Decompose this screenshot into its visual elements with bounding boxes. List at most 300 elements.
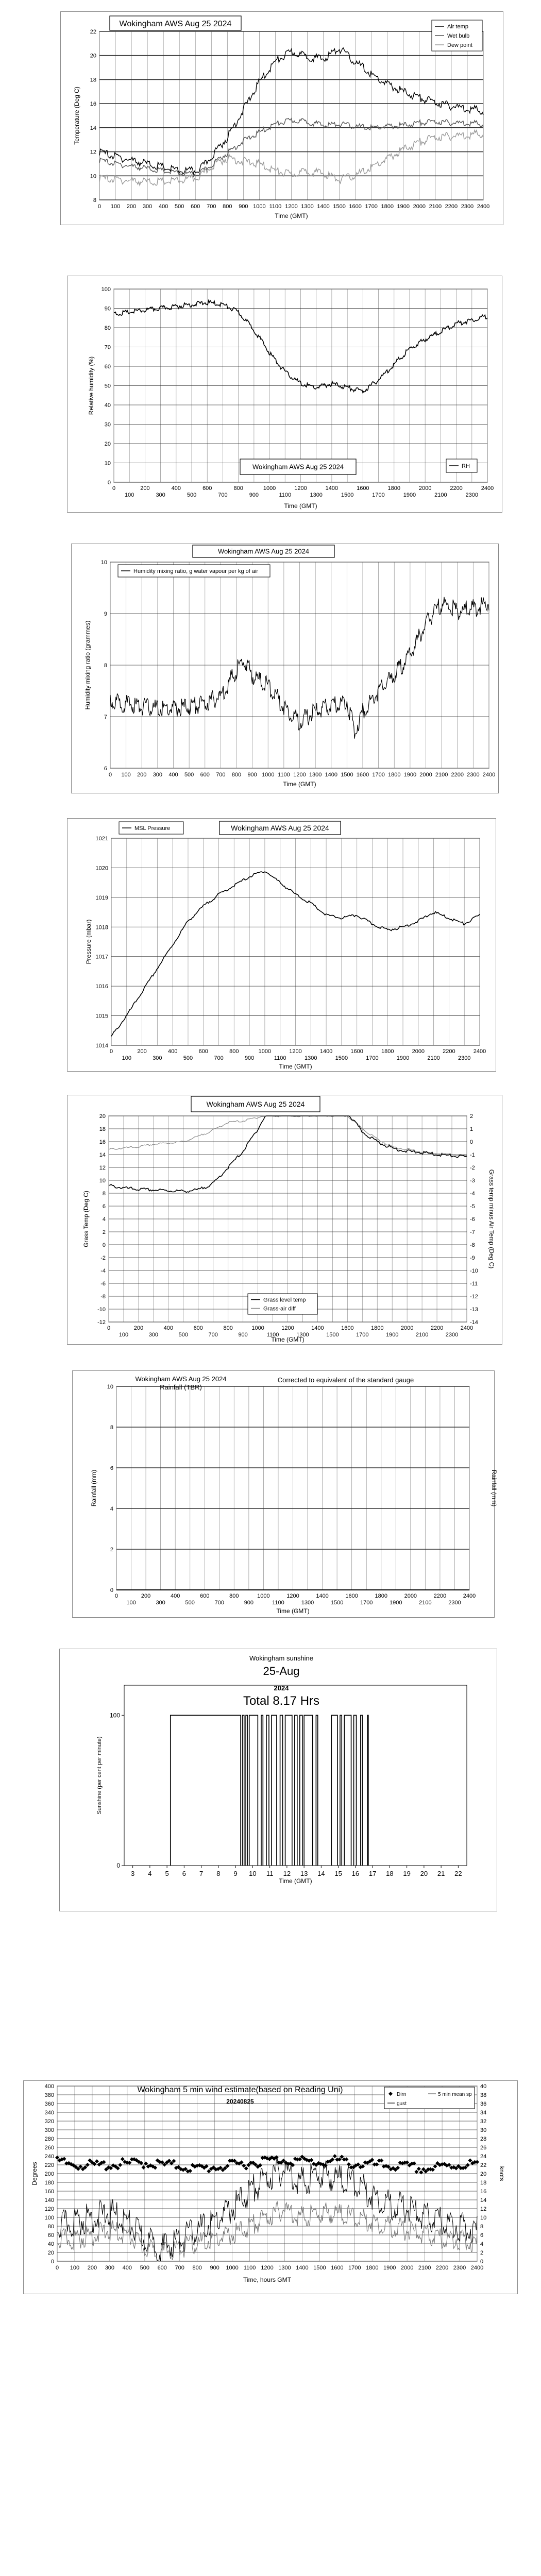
x-tick-label: 1400 [311,1325,324,1331]
x-tick-label: 1200 [293,772,306,778]
x-tick-label: 1300 [301,1600,314,1606]
x-tick-label: 1500 [341,772,353,778]
x-tick-label: 200 [133,1325,144,1331]
x-tick-label: 2400 [473,1048,486,1055]
x-tick-label: 200 [87,2265,97,2271]
y-tick-label: 0 [102,1242,106,1248]
x-tick-label: 1400 [325,485,339,492]
legend-entry: Dirn [397,2092,407,2097]
y-tick-label: 260 [44,2145,54,2151]
x-tick-label: 1600 [349,204,362,210]
x-tick-label: 1000 [226,2265,239,2271]
x-tick-label: 2100 [435,772,448,778]
y-tick-label: 16 [99,1139,106,1145]
x-tick-label: 2300 [453,2265,466,2271]
x-tick-label: 1800 [381,1048,394,1055]
y-tick-label: 10 [90,173,96,180]
x-tick-label: 1600 [350,1048,363,1055]
chart-title: Wokingham AWS Aug 25 2024 [119,19,232,28]
y2-tick-label: 16 [480,2189,487,2195]
mixing-ratio-chart-panel [71,544,499,793]
y-tick-label: 20 [104,441,111,447]
y-tick-label: 4 [110,1506,113,1512]
x-tick-label: 18 [386,1870,394,1877]
legend-entry: MSL Pressure [134,825,171,832]
x-tick-label: 2100 [427,1055,440,1061]
x-tick-label: 1800 [388,772,401,778]
y-tick-label: 6 [110,1465,113,1471]
x-tick-label: 2300 [465,492,479,498]
y2-tick-label: 30 [480,2127,487,2133]
y-tick-label: 400 [44,2083,54,2090]
y2-tick-label: -14 [470,1319,478,1326]
y-tick-label: 20 [90,53,96,59]
x-tick-label: 1600 [341,1325,354,1331]
x-tick-label: 100 [122,1055,131,1061]
y-tick-label: 8 [93,197,96,204]
y-tick-label: 60 [47,2232,54,2239]
x-tick-label: 1200 [294,485,307,492]
y-tick-label: 1017 [95,954,108,960]
temperature-chart-panel [60,11,503,225]
x-tick-label: 2000 [400,1325,414,1331]
x-tick-label: 1900 [383,2265,396,2271]
y2-tick-label: 20 [480,2171,487,2177]
y-tick-label: 140 [44,2197,54,2204]
x-tick-label: 300 [153,772,163,778]
y2-tick-label: -4 [470,1191,475,1197]
x-tick-label: 1400 [319,1048,333,1055]
x-axis-label: Time (GMT) [276,1607,310,1615]
y2-tick-label: 8 [480,2224,484,2230]
x-tick-label: 11 [266,1870,274,1877]
x-tick-label: 0 [112,485,116,492]
x-tick-label: 1500 [326,1332,339,1338]
x-tick-label: 2000 [404,1593,417,1599]
y-tick-label: 300 [44,2127,54,2133]
y2-tick-label: -6 [470,1216,475,1223]
x-tick-label: 1100 [272,1600,284,1606]
x-tick-label: 2300 [467,772,480,778]
y2-axis-label: Grass temp minus Air Temp (Deg C) [488,1169,495,1269]
chart-subtitle: 20240825 [226,2098,254,2105]
x-tick-label: 700 [207,204,216,210]
y-tick-label: 8 [104,663,107,669]
x-tick-label: 500 [184,772,194,778]
y2-tick-label: 38 [480,2092,487,2098]
x-tick-label: 100 [110,204,121,210]
y-tick-label: 2 [102,1229,106,1235]
x-tick-label: 2200 [443,1048,455,1055]
x-tick-label: 500 [140,2265,149,2271]
y2-tick-label: -5 [470,1204,475,1210]
y-tick-label: 9 [104,611,107,617]
x-tick-label: 1500 [335,1055,348,1061]
y-tick-label: 200 [44,2171,54,2177]
y-tick-label: 280 [44,2136,54,2142]
x-tick-label: 2400 [470,2265,484,2271]
y-tick-label: -4 [100,1268,106,1274]
y-tick-label: 60 [104,364,111,370]
x-tick-label: 1900 [403,492,416,498]
x-tick-label: 14 [317,1870,325,1877]
x-tick-label: 2300 [445,1332,459,1338]
y-tick-label: -2 [100,1255,106,1261]
x-tick-label: 0 [55,2265,59,2271]
chart-title: Wokingham sunshine [249,1654,314,1662]
y-tick-label: 6 [104,766,107,772]
x-tick-label: 1800 [371,1325,384,1331]
x-tick-label: 1000 [262,772,275,778]
x-tick-label: 400 [167,1048,178,1055]
y-tick-label: 80 [47,2224,54,2230]
rainfall-chart-panel [72,1370,498,1618]
y2-tick-label: 36 [480,2101,487,2107]
y2-tick-label: 22 [480,2162,487,2168]
x-tick-label: 0 [108,772,112,778]
x-tick-label: 1500 [341,492,354,498]
y2-tick-label: 18 [480,2180,487,2186]
x-tick-label: 200 [141,1593,151,1599]
y-tick-label: -6 [100,1281,106,1287]
x-tick-label: 300 [156,1600,165,1606]
y2-tick-label: -3 [470,1178,475,1184]
x-tick-label: 400 [122,2265,132,2271]
pressure-chart [67,819,497,1072]
x-tick-label: 300 [153,1055,162,1061]
x-tick-label: 600 [200,1593,210,1599]
y-tick-label: 320 [44,2119,54,2125]
y2-tick-label: -8 [470,1242,475,1248]
y-tick-label: 10 [107,1384,113,1390]
y-tick-label: -12 [97,1319,106,1326]
legend-entry: Humidity mixing ratio, g water vapour per kg of air [133,568,259,574]
x-tick-label: 700 [216,772,226,778]
x-tick-label: 300 [156,492,165,498]
y-tick-label: 6 [102,1204,106,1210]
x-tick-label: 900 [244,1055,255,1061]
x-tick-label: 1700 [348,2265,361,2271]
x-tick-label: 800 [192,2265,202,2271]
x-tick-label: 100 [126,1600,136,1606]
y-tick-label: 0 [50,2259,54,2265]
x-tick-label: 0 [97,204,102,210]
x-tick-label: 800 [223,1325,233,1331]
x-tick-label: 1300 [278,2265,291,2271]
y-axis-label: Humidity mixing ratio (grammes) [84,620,91,710]
y-tick-label: 10 [100,560,107,566]
humidity-chart-panel [67,276,502,513]
x-tick-label: 300 [148,1332,159,1338]
x-tick-label: 1100 [274,1055,286,1061]
y-axis-label: Sunshine (per cent per minute) [96,1736,103,1815]
chart-date: 25-Aug [263,1665,300,1677]
y2-axis-label: knots [498,2166,505,2181]
y-tick-label: 18 [90,77,96,83]
y-axis-label: Pressure (mbar) [85,919,92,964]
x-tick-label: 1100 [278,772,290,778]
y-tick-label: 40 [104,402,111,409]
x-tick-label: 1300 [305,1055,317,1061]
y-tick-label: 10 [99,1178,106,1184]
x-tick-label: 200 [140,485,150,492]
y2-tick-label: 28 [480,2136,487,2142]
x-tick-label: 1000 [257,1593,270,1599]
y2-tick-label: -11 [470,1281,478,1287]
chart-year: 2024 [274,1684,289,1692]
x-tick-label: 1700 [356,1332,369,1338]
x-tick-label: 500 [187,492,197,498]
x-tick-label: 1500 [333,204,346,210]
y2-tick-label: -12 [470,1294,478,1300]
y-tick-label: 7 [104,714,107,720]
y-tick-label: 8 [110,1425,113,1431]
x-tick-label: 2300 [461,204,474,210]
x-tick-label: 2400 [477,204,490,210]
x-tick-label: 100 [125,492,134,498]
x-tick-label: 2300 [458,1055,471,1061]
x-tick-label: 600 [198,1048,208,1055]
x-tick-label: 400 [171,485,181,492]
y2-tick-label: 24 [480,2154,487,2160]
x-tick-label: 2200 [445,204,458,210]
x-tick-label: 900 [244,1600,254,1606]
y2-tick-label: 0 [480,2259,484,2265]
y-tick-label: 16 [90,101,96,108]
mixing-ratio-chart [72,544,499,794]
x-tick-label: 7 [199,1870,204,1877]
y-tick-label: 100 [109,1711,120,1719]
x-tick-label: 1100 [269,204,282,210]
x-tick-label: 1900 [403,772,417,778]
x-tick-label: 300 [105,2265,115,2271]
legend-entry: Grass level temp [263,1297,306,1303]
x-tick-label: 1900 [396,1055,410,1061]
y2-tick-label: -2 [470,1165,475,1171]
x-tick-label: 800 [231,772,242,778]
y-tick-label: 20 [47,2250,54,2256]
x-tick-label: 1300 [296,1332,309,1338]
wind-chart [24,2081,518,2295]
y-tick-label: 18 [99,1126,106,1132]
sunshine-chart-panel [59,1649,497,1911]
x-tick-label: 1300 [301,204,314,210]
y-tick-label: 20 [99,1113,106,1120]
x-tick-label: 9 [233,1870,238,1877]
x-tick-label: 1000 [263,485,276,492]
x-tick-label: 700 [218,492,228,498]
y-tick-label: 0 [110,1587,113,1594]
x-tick-label: 1000 [253,204,266,210]
y2-tick-label: 14 [480,2197,487,2204]
x-tick-label: 1200 [289,1048,302,1055]
x-tick-label: 500 [183,1055,193,1061]
x-tick-label: 900 [249,492,259,498]
y-tick-label: 0 [116,1862,120,1869]
grass-temp-chart [67,1095,503,1345]
x-tick-label: 4 [148,1870,152,1877]
y2-tick-label: 0 [470,1139,474,1145]
x-tick-label: 500 [185,1600,195,1606]
y-tick-label: 12 [90,149,96,156]
y2-tick-label: 10 [480,2215,487,2221]
x-tick-label: 15 [334,1870,342,1877]
y-tick-label: 1018 [95,924,108,931]
y2-tick-label: 2 [470,1113,474,1120]
y-tick-label: 50 [104,383,111,389]
y-tick-label: 22 [90,29,96,35]
chart-note: Corrected to equivalent of the standard gauge [277,1376,414,1384]
x-tick-label: 1700 [372,772,385,778]
x-tick-label: 700 [214,1055,224,1061]
x-tick-label: 2400 [460,1325,474,1331]
x-tick-label: 22 [454,1870,462,1877]
y2-tick-label: -10 [470,1268,478,1274]
y-tick-label: 1019 [95,894,108,901]
x-axis-label: Time (GMT) [271,1336,305,1343]
x-tick-label: 1200 [261,2265,274,2271]
chart-title: Wokingham AWS Aug 25 2024 [252,463,344,471]
x-tick-label: 1400 [296,2265,309,2271]
legend-entry: gust [397,2101,407,2107]
chart-title: Wokingham 5 min wind estimate(based on Reading Uni) [137,2086,343,2094]
y2-tick-label: 1 [470,1126,474,1132]
x-tick-label: 600 [200,772,210,778]
y2-tick-label: 26 [480,2145,487,2151]
x-tick-label: 2000 [413,204,426,210]
x-tick-label: 1700 [372,492,385,498]
x-tick-label: 6 [182,1870,186,1877]
y-tick-label: 100 [101,286,111,293]
y-axis-label: Temperature (Deg C) [73,87,80,145]
x-tick-label: 700 [208,1332,218,1338]
y-tick-label: -8 [100,1294,106,1300]
y-tick-label: 14 [99,1152,106,1158]
x-tick-label: 100 [119,1332,129,1338]
x-tick-label: 1800 [381,204,394,210]
y-tick-label: 360 [44,2101,54,2107]
x-tick-label: 1200 [286,1593,299,1599]
x-tick-label: 900 [239,204,248,210]
x-tick-label: 3 [131,1870,135,1877]
x-tick-label: 1200 [281,1325,294,1331]
y2-tick-label: 34 [480,2110,487,2116]
x-tick-label: 700 [214,1600,224,1606]
y-tick-label: 180 [44,2180,54,2186]
chart-title: Wokingham AWS Aug 25 2024 [135,1375,227,1383]
x-tick-label: 1700 [360,1600,373,1606]
x-tick-label: 2000 [400,2265,414,2271]
x-axis-label: Time, hours GMT [243,2276,291,2283]
y-tick-label: 80 [104,325,111,331]
x-tick-label: 400 [158,204,168,210]
x-tick-label: 600 [193,1325,203,1331]
y2-axis-label: Rainfall (mm) [491,1469,498,1507]
x-tick-label: 2200 [450,485,463,492]
x-tick-label: 1800 [375,1593,387,1599]
x-tick-label: 21 [437,1870,445,1877]
x-tick-label: 1100 [243,2265,256,2271]
x-tick-label: 400 [170,1593,180,1599]
y-tick-label: 0 [107,480,111,486]
x-tick-label: 16 [351,1870,360,1877]
x-tick-label: 1000 [251,1325,264,1331]
x-tick-label: 2100 [429,204,442,210]
y-tick-label: 120 [44,2206,54,2212]
y2-tick-label: -1 [470,1152,475,1158]
x-tick-label: 600 [157,2265,167,2271]
x-tick-label: 1300 [310,492,323,498]
y-tick-label: 14 [90,125,96,131]
x-tick-label: 100 [121,772,131,778]
chart-total: Total 8.17 Hrs [243,1694,320,1708]
x-tick-label: 1300 [309,772,322,778]
x-tick-label: 1100 [279,492,292,498]
x-tick-label: 10 [249,1870,257,1877]
x-tick-label: 0 [114,1593,119,1599]
y2-tick-label: 4 [480,2241,484,2247]
y-axis-label: Relative humidity (%) [88,356,95,415]
x-tick-label: 600 [191,204,200,210]
y-tick-label: 8 [102,1191,106,1197]
y2-tick-label: 2 [480,2250,484,2256]
legend-entry: Wet bulb [447,33,470,39]
y-tick-label: -10 [97,1307,106,1313]
y-tick-label: 160 [44,2189,54,2195]
x-tick-label: 12 [283,1870,291,1877]
x-tick-label: 2000 [412,1048,425,1055]
x-tick-label: 800 [229,1593,239,1599]
temperature-chart [61,12,504,226]
x-tick-label: 2200 [435,2265,449,2271]
x-tick-label: 600 [202,485,212,492]
y2-tick-label: 32 [480,2119,487,2125]
y-axis-label: Rainfall (mm) [90,1469,97,1507]
rainfall-chart [73,1371,498,1618]
x-axis-label: Time (GMT) [283,781,316,788]
x-tick-label: 1400 [316,1593,329,1599]
x-tick-label: 400 [163,1325,174,1331]
x-tick-label: 1600 [357,485,369,492]
x-tick-label: 2200 [433,1593,447,1599]
y-tick-label: 2 [110,1547,113,1553]
y-tick-label: 70 [104,344,111,351]
y2-tick-label: 40 [480,2083,487,2090]
x-tick-label: 800 [229,1048,239,1055]
legend-entry: Dew point [447,42,472,48]
y-tick-label: 380 [44,2092,54,2098]
y-axis-label: Grass Temp (Deg C) [82,1191,90,1247]
x-tick-label: 8 [216,1870,221,1877]
chart-subtitle: Rainfall (TBR) [160,1383,202,1391]
x-tick-label: 17 [368,1870,377,1877]
y2-tick-label: 6 [480,2232,484,2239]
y-tick-label: 30 [104,421,111,428]
x-tick-label: 800 [223,204,232,210]
x-tick-label: 1800 [366,2265,379,2271]
x-tick-label: 2100 [419,1600,432,1606]
x-tick-label: 1900 [385,1332,399,1338]
y-tick-label: 1016 [95,984,108,990]
chart-title: Wokingham AWS Aug 25 2024 [206,1100,305,1109]
chart-title: Wokingham AWS Aug 25 2024 [231,824,329,833]
y-axis-label: Degrees [31,2162,38,2185]
x-tick-label: 900 [238,1332,248,1338]
x-tick-label: 2200 [430,1325,444,1331]
y-tick-label: 1014 [95,1043,108,1049]
x-tick-label: 19 [403,1870,411,1877]
grass-temp-chart-panel [67,1095,502,1345]
